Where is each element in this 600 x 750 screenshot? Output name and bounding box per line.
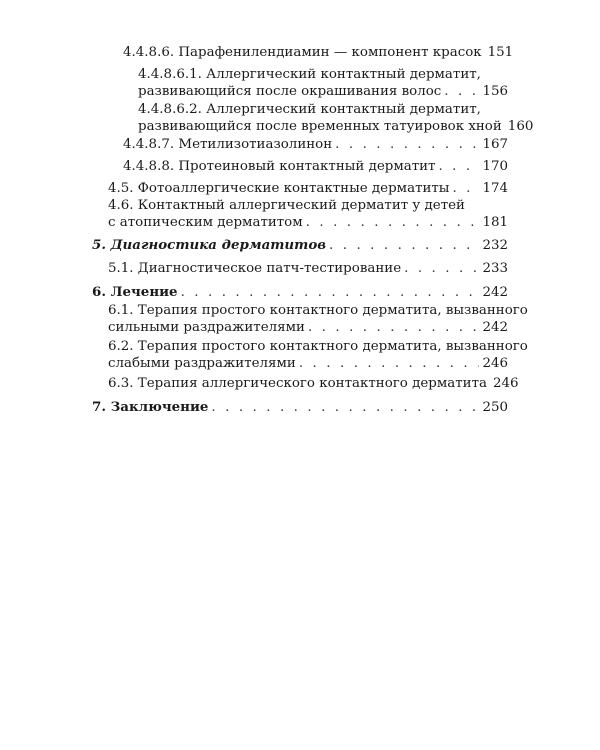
- toc-chapter-6: [92, 284, 508, 301]
- toc-page-number: 246: [492, 376, 519, 391]
- toc-chapter-7: [92, 399, 508, 416]
- toc-entry-label: 6.3. Терапия аллергического контактного дерматита: [108, 376, 487, 391]
- dot-leader: [211, 399, 479, 416]
- toc-page-number: 181: [482, 215, 508, 230]
- toc-entry-label-line1: 4.4.8.6.1. Аллергический контактный дерматит,: [138, 67, 481, 82]
- toc-entry-6-2: [108, 338, 528, 372]
- toc-entry-label-line1: 6.2. Терапия простого контактного дерматита, вызванного: [108, 339, 528, 354]
- toc-entry-label-line1: 4.6. Контактный аллергический дерматит у детей: [108, 198, 465, 213]
- toc-entry-label: 4.4.8.6. Парафенилендиамин — компонент красок: [123, 45, 482, 60]
- toc-chapter-label: 7. Заключение: [92, 399, 209, 415]
- toc-entry-4-5: [108, 180, 508, 197]
- toc-page-number: 250: [482, 400, 508, 415]
- toc-page-number: 174: [482, 181, 508, 196]
- dot-leader: [452, 180, 479, 197]
- toc-page-number: 167: [482, 137, 508, 152]
- toc-page-number: 242: [482, 285, 508, 300]
- toc-entry-4-4-8-6-1: [138, 66, 508, 100]
- toc-page-number: 232: [482, 238, 508, 253]
- dot-leader: [308, 319, 480, 336]
- dot-leader: [335, 136, 479, 153]
- toc-entry-label-line1: 4.4.8.6.2. Аллергический контактный дерматит,: [138, 102, 481, 117]
- dot-leader: [306, 214, 480, 231]
- toc-entry-label-line2: развивающийся после окрашивания волос: [138, 84, 442, 99]
- toc-page-number: 242: [482, 320, 508, 335]
- toc-entry-4-4-8-7: [123, 136, 508, 153]
- toc-entry-label-line2: слабыми раздражителями: [108, 356, 296, 371]
- toc-entry-5-1: [108, 260, 508, 277]
- toc-entry-4-6: [108, 197, 508, 231]
- toc-entry-label: 4.5. Фотоаллергические контактные дерматиты: [108, 181, 450, 196]
- toc-chapter-5: [92, 237, 508, 254]
- toc-entry-6-3: [108, 375, 519, 392]
- toc-page-number: 160: [507, 119, 534, 134]
- toc-chapter-label: 6. Лечение: [92, 284, 178, 300]
- dot-leader: [444, 83, 479, 100]
- toc-entry-4-4-8-6: [123, 44, 514, 61]
- toc-entry-label-line2: сильными раздражителями: [108, 320, 305, 335]
- toc-page-number: 246: [482, 356, 508, 371]
- toc-entry-label-line2: с атопическим дерматитом: [108, 215, 303, 230]
- toc-entry-label-line1: 6.1. Терапия простого контактного дерматита, вызванного: [108, 303, 528, 318]
- toc-page-number: 151: [487, 45, 514, 60]
- toc-page-number: 233: [482, 261, 508, 276]
- toc-page-number: 156: [482, 84, 508, 99]
- toc-entry-label: 4.4.8.7. Метилизотиазолинон: [123, 137, 333, 152]
- dot-leader: [299, 355, 480, 372]
- toc-chapter-label: 5. Диагностика дерматитов: [92, 237, 327, 253]
- dot-leader: [329, 237, 479, 254]
- toc-entry-label-line2: развивающийся после временных татуировок хной: [138, 119, 502, 134]
- dot-leader: [181, 284, 480, 301]
- toc-entry-6-1: [108, 302, 528, 336]
- toc-entry-label: 5.1. Диагностическое патч-тестирование: [108, 261, 402, 276]
- toc-page-number: 170: [482, 159, 508, 174]
- toc-entry-4-4-8-6-2: [138, 101, 534, 135]
- dot-leader: [404, 260, 479, 277]
- dot-leader: [438, 158, 479, 175]
- toc-entry-4-4-8-8: [123, 158, 508, 175]
- toc-entry-label: 4.4.8.8. Протеиновый контактный дерматит: [123, 159, 436, 174]
